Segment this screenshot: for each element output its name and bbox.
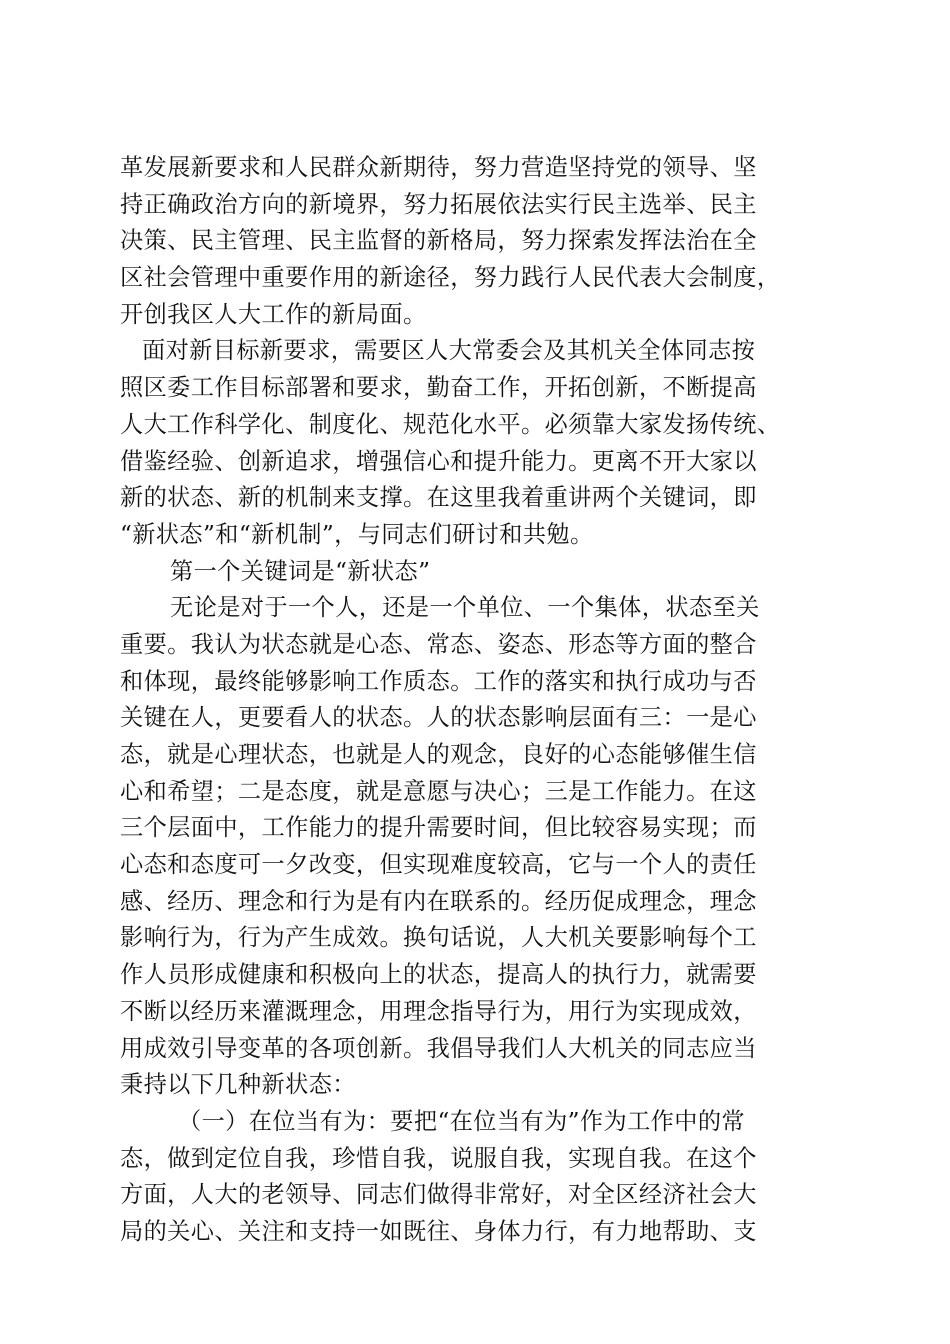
text-line: 关键在人，更要看人的状态。人的状态影响层面有三：一是心 (120, 704, 757, 732)
text-line: 影响行为，行为产生成效。换句话说，人大机关要影响每个工 (120, 924, 757, 952)
text-line: 决策、民主管理、民主监督的新格局，努力探索发挥法治在全 (120, 227, 757, 255)
text-line: “新状态”和“新机制”，与同志们研讨和共勉。 (120, 520, 594, 548)
text-line: 面对新目标新要求，需要区人大常委会及其机关全体同志按 (142, 337, 756, 365)
text-line: 照区委工作目标部署和要求，勤奋工作，开拓创新，不断提高 (120, 374, 757, 402)
text-line: 开创我区人大工作的新局面。 (120, 300, 427, 328)
text-line: 无论是对于一个人，还是一个单位、一个集体，状态至关 (170, 594, 760, 622)
text-line: 方面，人大的老领导、同志们做得非常好，对全区经济社会大 (120, 1181, 757, 1209)
text-line: 和体现，最终能够影响工作质态。工作的落实和执行成功与否 (120, 667, 757, 695)
text-line: 区社会管理中重要作用的新途径，努力践行人民代表大会制度， (120, 264, 781, 292)
text-line: 心态和态度可一夕改变，但实现难度较高，它与一个人的责任 (120, 851, 757, 879)
text-line: 用成效引导变革的各项创新。我倡导我们人大机关的同志应当 (120, 1034, 757, 1062)
text-line: 局的关心、关注和支持一如既往、身体力行，有力地帮助、支 (120, 1217, 757, 1245)
text-line: 不断以经历来灌溉理念，用理念指导行为，用行为实现成效， (120, 997, 757, 1025)
text-line: 态，就是心理状态，也就是人的观念，良好的心态能够催生信 (120, 741, 757, 768)
text-line: 持正确政治方向的新境界，努力拓展依法实行民主选举、民主 (120, 190, 757, 218)
text-line: 革发展新要求和人民群众新期待，努力营造坚持党的领导、坚 (120, 154, 757, 181)
document-body (120, 150, 832, 1251)
text-line: 感、经历、理念和行为是有内在联系的。经历促成理念，理念 (120, 887, 757, 915)
text-line: 三个层面中，工作能力的提升需要时间，但比较容易实现；而 (120, 814, 757, 842)
text-line: 人大工作科学化、制度化、规范化水平。必须靠大家发扬传统、 (120, 410, 781, 438)
text-line: 借鉴经验、创新追求，增强信心和提升能力。更离不开大家以 (120, 447, 757, 475)
text-line: 秉持以下几种新状态： (120, 1071, 356, 1099)
text-line: 重要。我认为状态就是心态、常态、姿态、形态等方面的整合 (120, 630, 757, 658)
text-line: 态，做到定位自我，珍惜自我，说服自我，实现自我。在这个 (120, 1144, 757, 1172)
text-line: 心和希望；二是态度，就是意愿与决心；三是工作能力。在这 (120, 777, 757, 805)
text-line: （一）在位当有为：要把“在位当有为”作为工作中的常 (178, 1107, 746, 1135)
text-line: 第一个关键词是“新状态” (170, 557, 431, 585)
text-line: 作人员形成健康和积极向上的状态，提高人的执行力，就需要 (120, 961, 757, 989)
text-line: 新的状态、新的机制来支撑。在这里我着重讲两个关键词，即 (120, 484, 757, 512)
